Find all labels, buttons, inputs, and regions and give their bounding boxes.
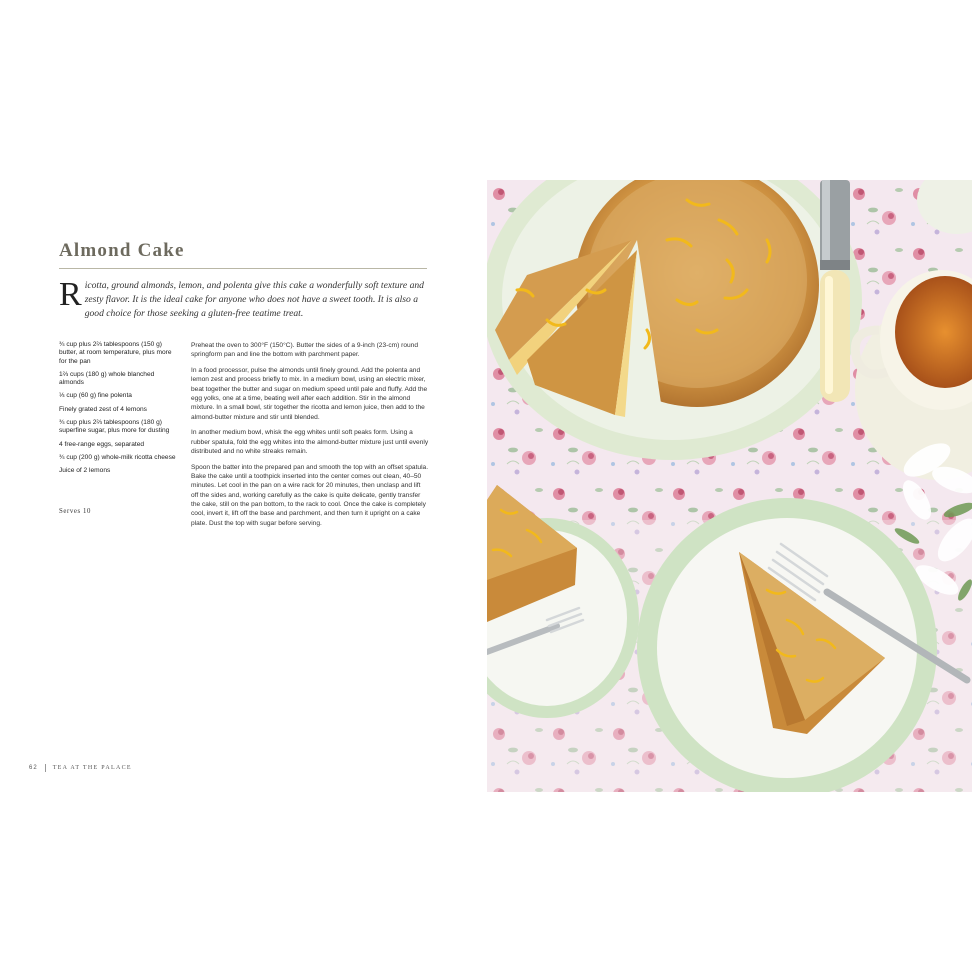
ingredient-item: 1⅔ cups (180 g) whole blanched almonds: [59, 370, 155, 387]
method-paragraph: Spoon the batter into the prepared pan and smooth the top with an offset spatula. Bake the cake until a toothpick inserted into the center comes out clean, 40–50 minutes. Let cool in the pan on a wire rack for 20 minutes, then unclasp and lift off the sides and, working carefully as the cake is quite delicate, gently transfer the cake, still on the pan bottom, to the rack to cool. Once the cake is completely cool, invert it, lift off the base and parchment, and then turn it upright on a cake plate. Dust the top with sugar before serving.: [191, 463, 429, 527]
book-title: TEA AT THE PALACE: [52, 765, 132, 771]
page-footer: [29, 764, 132, 772]
ingredient-item: ¾ cup plus 2⅔ tablespoons (150 g) butter, at room temperature, plus more for the pan: [59, 341, 172, 365]
page-number: 62: [29, 765, 38, 771]
method-paragraph: Preheat the oven to 300°F (150°C). Butter the sides of a 9-inch (23-cm) round springform pan and line the bottom with parchment paper.: [191, 342, 419, 359]
intro-dropcap: R: [59, 276, 82, 313]
footer-separator: [45, 764, 46, 772]
intro-text: icotta, ground almonds, lemon, and polenta give this cake a wonderfully soft texture and zesty flavor. It is the ideal cake for anyone who does not have a sweet tooth. It is also a good choice for those seeking a gluten-free teatime treat.: [84, 280, 424, 319]
ingredient-item: ¾ cup (200 g) whole-milk ricotta cheese: [59, 453, 176, 461]
recipe-title: Almond Cake: [59, 240, 185, 261]
ingredient-item: Finely grated zest of 4 lemons: [59, 405, 147, 413]
ingredients-list: [59, 341, 177, 481]
cake-illustration: [487, 180, 972, 792]
ingredient-item: ⅓ cup (60 g) fine polenta: [59, 392, 132, 400]
title-divider: [59, 268, 427, 269]
method-paragraph: In another medium bowl, whisk the egg whites until soft peaks form. Using a rubber spatula, fold the egg whites into the almond-butter mixture just until evenly distributed and no white streaks remain.: [191, 429, 429, 455]
method-text: [191, 341, 429, 534]
recipe-intro: [59, 276, 429, 321]
ingredient-item: Juice of 2 lemons: [59, 467, 111, 475]
method-paragraph: In a food processor, pulse the almonds until finely ground. Add the polenta and lemon zest and process briefly to mix. In a medium bowl, using an electric mixer, beat together the butter and sugar on medium speed until pale and fluffy. Add the egg yolks, one at a time, beating well after each addition. Stir in the almond mixture. In a small bowl, stir together the ricotta and lemon juice, then add to the almond-butter mixture and stir until blended.: [191, 367, 428, 421]
ingredient-item: 4 free-range eggs, separated: [59, 440, 145, 448]
serves-label: Serves 10: [59, 508, 92, 515]
cake-photo: [487, 180, 972, 792]
ingredient-item: ¾ cup plus 2⅔ tablespoons (180 g) superfine sugar, plus more for dusting: [59, 419, 170, 435]
